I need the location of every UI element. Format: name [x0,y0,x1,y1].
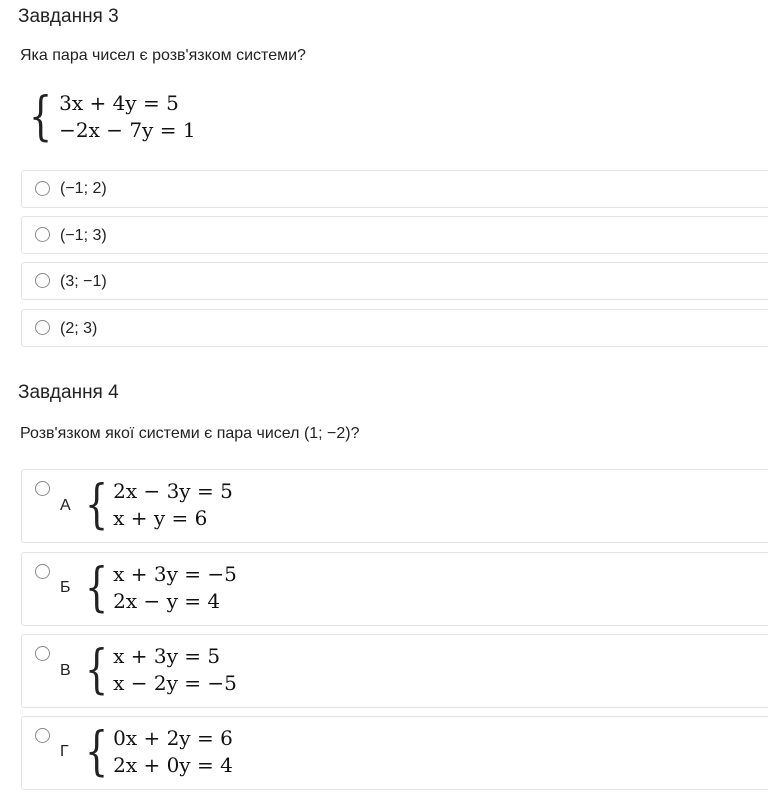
radio-button[interactable] [35,320,50,335]
option-label: (−1; 2) [60,180,107,197]
task-3-option-1[interactable] [21,170,768,208]
task-3-option-3[interactable] [21,262,768,300]
radio-button[interactable] [35,646,50,661]
option-equation-system [80,558,237,618]
radio-button[interactable] [35,481,50,496]
equation-line: x + y = 6 [113,506,208,530]
option-letter: В [60,662,71,679]
option-letter: А [60,497,71,514]
equation-line: 2x − y = 4 [113,589,221,613]
radio-button[interactable] [35,728,50,743]
option-equation-system [80,722,233,782]
task-3-question: Яка пара чисел є розв'язком системи? [20,47,306,64]
radio-button[interactable] [35,273,50,288]
task-4-title: Завдання 4 [18,382,119,403]
equation-line: −2x − 7y = 1 [59,118,196,142]
equation-line: x − 2y = −5 [113,671,237,695]
left-brace: { [84,640,109,700]
option-letter: Б [60,579,71,596]
equation-line: 0x + 2y = 6 [113,726,233,750]
equation-line: 2x − 3y = 5 [113,479,233,503]
task-4-option-a[interactable] [21,469,768,543]
task-3-option-4[interactable] [21,309,768,347]
equation-line: 3x + 4y = 5 [59,91,179,115]
task-3-option-2[interactable] [21,216,768,254]
left-brace: { [84,722,109,782]
option-label: (2; 3) [60,320,98,337]
equation-line: x + 3y = −5 [113,562,237,586]
radio-button[interactable] [35,564,50,579]
left-brace: { [28,87,53,147]
option-equation-system [80,475,233,535]
left-brace: { [84,475,109,535]
radio-button[interactable] [35,181,50,196]
task-4-option-c[interactable] [21,634,768,708]
option-letter: Г [60,743,69,760]
equation-line: 2x + 0y = 4 [113,753,233,777]
task-4-option-b[interactable] [21,552,768,626]
option-label: (−1; 3) [60,227,107,244]
left-brace: { [84,558,109,618]
task-3-title: Завдання 3 [18,6,119,27]
task-4-option-d[interactable] [21,716,768,790]
task-4-question: Розв'язком якої системи є пара чисел (1; −2)? [20,425,360,442]
option-equation-system [80,640,237,700]
option-label: (3; −1) [60,273,107,290]
task-3-equation-system [24,87,196,147]
radio-button[interactable] [35,227,50,242]
equation-line: x + 3y = 5 [113,644,221,668]
